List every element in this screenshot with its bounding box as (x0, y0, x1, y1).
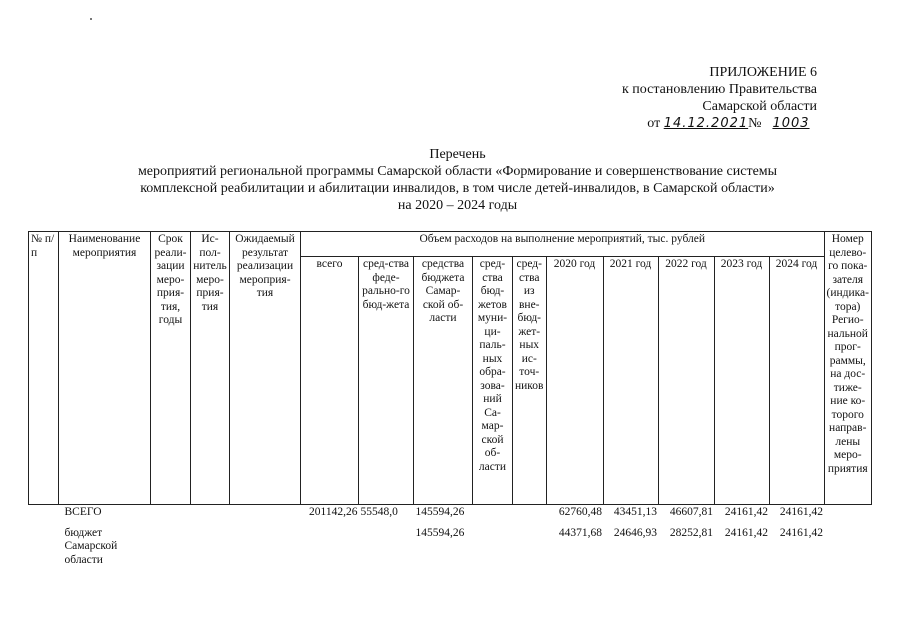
measures-table (28, 231, 872, 568)
subheader-municipal: сред-ства бюд-жетов муни-ци-паль-ных обра-зова-ний Са-мар-ской об-ласти (473, 257, 513, 505)
subheader-regional: средства бюджета Самар-ской об-ласти (414, 257, 473, 505)
cell-2020: 44371,68 (558, 526, 602, 539)
cell-regional: 145594,26 (415, 506, 465, 518)
subheader-2020: 2020 год (546, 257, 603, 505)
header-name: Наименование мероприятия (59, 232, 151, 505)
header-row (29, 232, 872, 257)
table-row (29, 521, 872, 569)
appendix-date-line (622, 115, 817, 132)
subheader-federal: сред-ства феде-рально-го бюд-жета (359, 257, 414, 505)
cell-federal: 55548,0 (360, 506, 398, 518)
subheader-total: всего (301, 257, 359, 505)
title-heading: Перечень (429, 147, 486, 162)
subheader-2024: 2024 год (769, 257, 824, 505)
subheader-2021: 2021 год (603, 257, 658, 505)
header-indicator: Номер целево-го пока-зателя (индика-тора) Регио-нальной прог-раммы, на дос-тиже-ние ко-торого направ-лены меро-приятия (824, 232, 871, 505)
header-term: Срок реали-зации меро-прия-тия, годы (151, 232, 191, 505)
cell-extra (513, 521, 547, 569)
appendix-region: Самарской области (702, 99, 817, 114)
row-label: бюджет Самарской области (64, 526, 118, 566)
appendix-block (622, 64, 817, 132)
title-line-3: комплексной реабилитации и абилитации инвалидов, в том числе детей-инвалидов, в Самарской области» (140, 181, 775, 196)
from-prefix: от (647, 116, 661, 131)
header-executor: Ис-пол-нитель меро-прия-тия (191, 232, 230, 505)
cell-2023: 24161,42 (724, 526, 768, 539)
handwritten-number: 1003 (772, 116, 810, 131)
cell-2022: 28252,81 (669, 526, 713, 539)
header-expenses: Объем расходов на выполнение мероприятий, тыс. рублей (301, 232, 825, 257)
header-result: Ожидаемый результат реализации мероприя-тия (230, 232, 301, 505)
title-line-2: мероприятий региональной программы Самарской области «Формирование и совершенствование системы (137, 164, 778, 179)
cell-2023: 24161,42 (724, 506, 768, 518)
appendix-title: ПРИЛОЖЕНИЕ 6 (709, 65, 817, 80)
number-sign: № (748, 116, 762, 131)
cell-total (301, 521, 359, 569)
cell-2022: 46607,81 (669, 506, 713, 518)
cell-municipal (473, 521, 513, 569)
cell-total: 201142,26 (309, 506, 358, 518)
cell-2024: 24161,42 (779, 506, 823, 518)
cell-extra (513, 505, 547, 521)
header-num: № п/п (29, 232, 59, 505)
cell-federal (359, 521, 414, 569)
cell-2021: 43451,13 (613, 506, 657, 518)
row-label: ВСЕГО (64, 506, 102, 518)
cell-municipal (473, 505, 513, 521)
cell-2020: 62760,48 (558, 506, 602, 518)
cell-regional: 145594,26 (415, 526, 465, 539)
subheader-extra: сред-ства из вне-бюд-жет-ных ис-точ-ников (513, 257, 547, 505)
handwritten-date: 14.12.2021 (663, 116, 749, 131)
subheader-2023: 2023 год (714, 257, 769, 505)
subheader-2022: 2022 год (658, 257, 714, 505)
cell-2021: 24646,93 (613, 526, 657, 539)
scan-speck (90, 18, 92, 20)
cell-2024: 24161,42 (779, 526, 823, 539)
document-title (60, 146, 855, 214)
table-row (29, 505, 872, 521)
appendix-subtitle: к постановлению Правительства (621, 82, 817, 97)
title-years: на 2020 – 2024 годы (397, 198, 518, 213)
